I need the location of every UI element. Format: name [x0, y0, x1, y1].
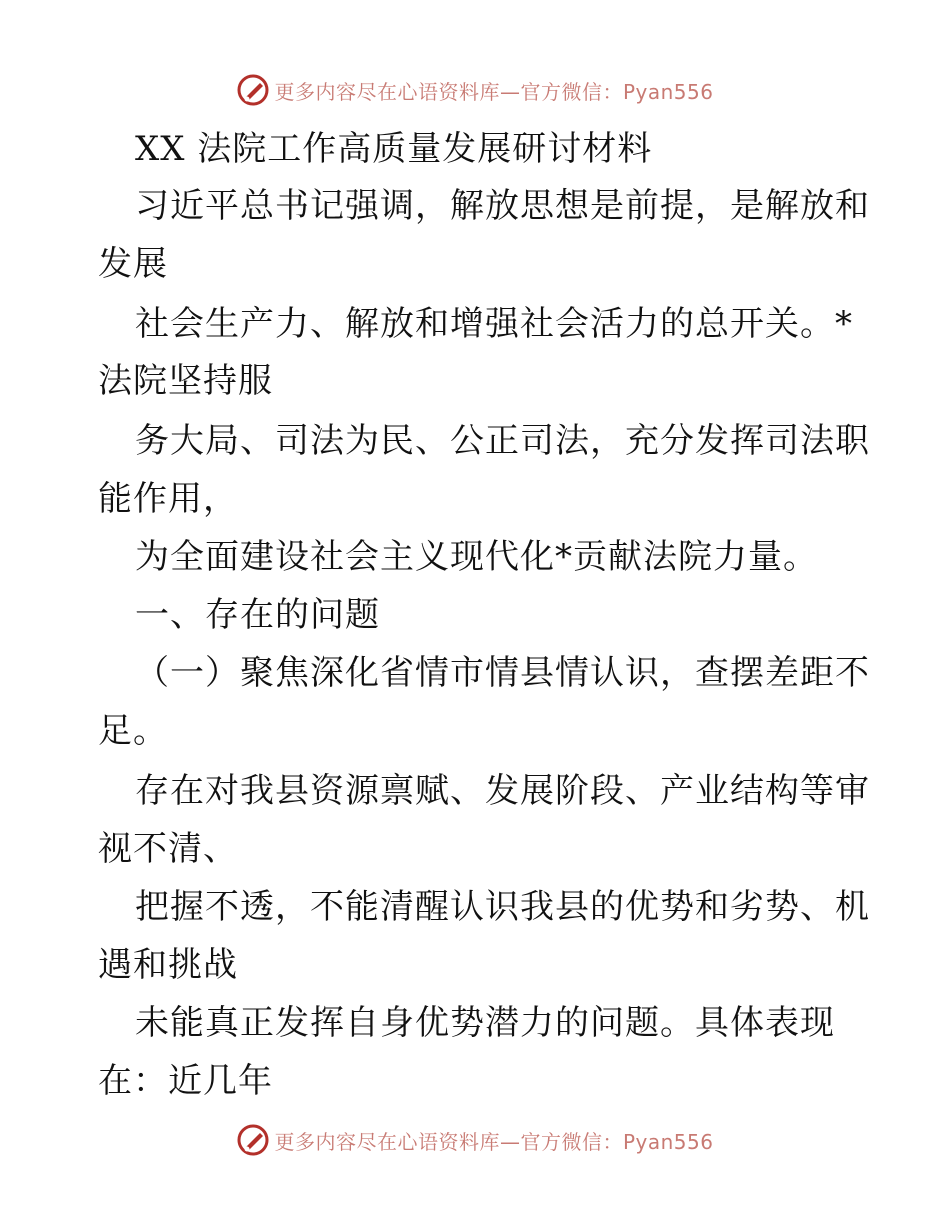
paragraph-line: 习近平总书记强调，解放思想是前提，是解放和 [135, 186, 870, 226]
paragraph-line: 发展 [98, 244, 168, 284]
paragraph-line: 存在对我县资源禀赋、发展阶段、产业结构等审 [135, 771, 870, 811]
paragraph-line: 为全面建设社会主义现代化*贡献法院力量。 [135, 537, 818, 577]
subsection-heading: （一）聚焦深化省情市情县情认识，查摆差距不 [135, 653, 870, 693]
paragraph-line: 法院坚持服 [98, 361, 273, 401]
paragraph-line: 在：近几年 [98, 1061, 273, 1101]
pen-seal-icon [236, 73, 270, 107]
paragraph-line: 足。 [98, 711, 168, 751]
paragraph-line: 能作用， [98, 479, 238, 519]
paragraph-line: 社会生产力、解放和增强社会活力的总开关。* [135, 304, 853, 344]
paragraph-line: 遇和挑战 [98, 945, 238, 985]
paragraph-line: 把握不透，不能清醒认识我县的优势和劣势、机 [135, 887, 870, 927]
document-title: XX 法院工作高质量发展研讨材料 [135, 129, 653, 169]
banner-text: 更多内容尽在心语资料库—官方微信：Pyan556 [274, 79, 714, 104]
banner-text: 更多内容尽在心语资料库—官方微信：Pyan556 [274, 1129, 714, 1154]
paragraph-line: 视不清、 [98, 829, 238, 869]
section-heading: 一、存在的问题 [135, 595, 380, 635]
pen-seal-icon [236, 1123, 270, 1157]
footer-banner [0, 1120, 950, 1160]
paragraph-line: 未能真正发挥自身优势潜力的问题。具体表现 [135, 1003, 835, 1043]
paragraph-line: 务大局、司法为民、公正司法，充分发挥司法职 [135, 421, 870, 461]
header-banner [0, 70, 950, 110]
